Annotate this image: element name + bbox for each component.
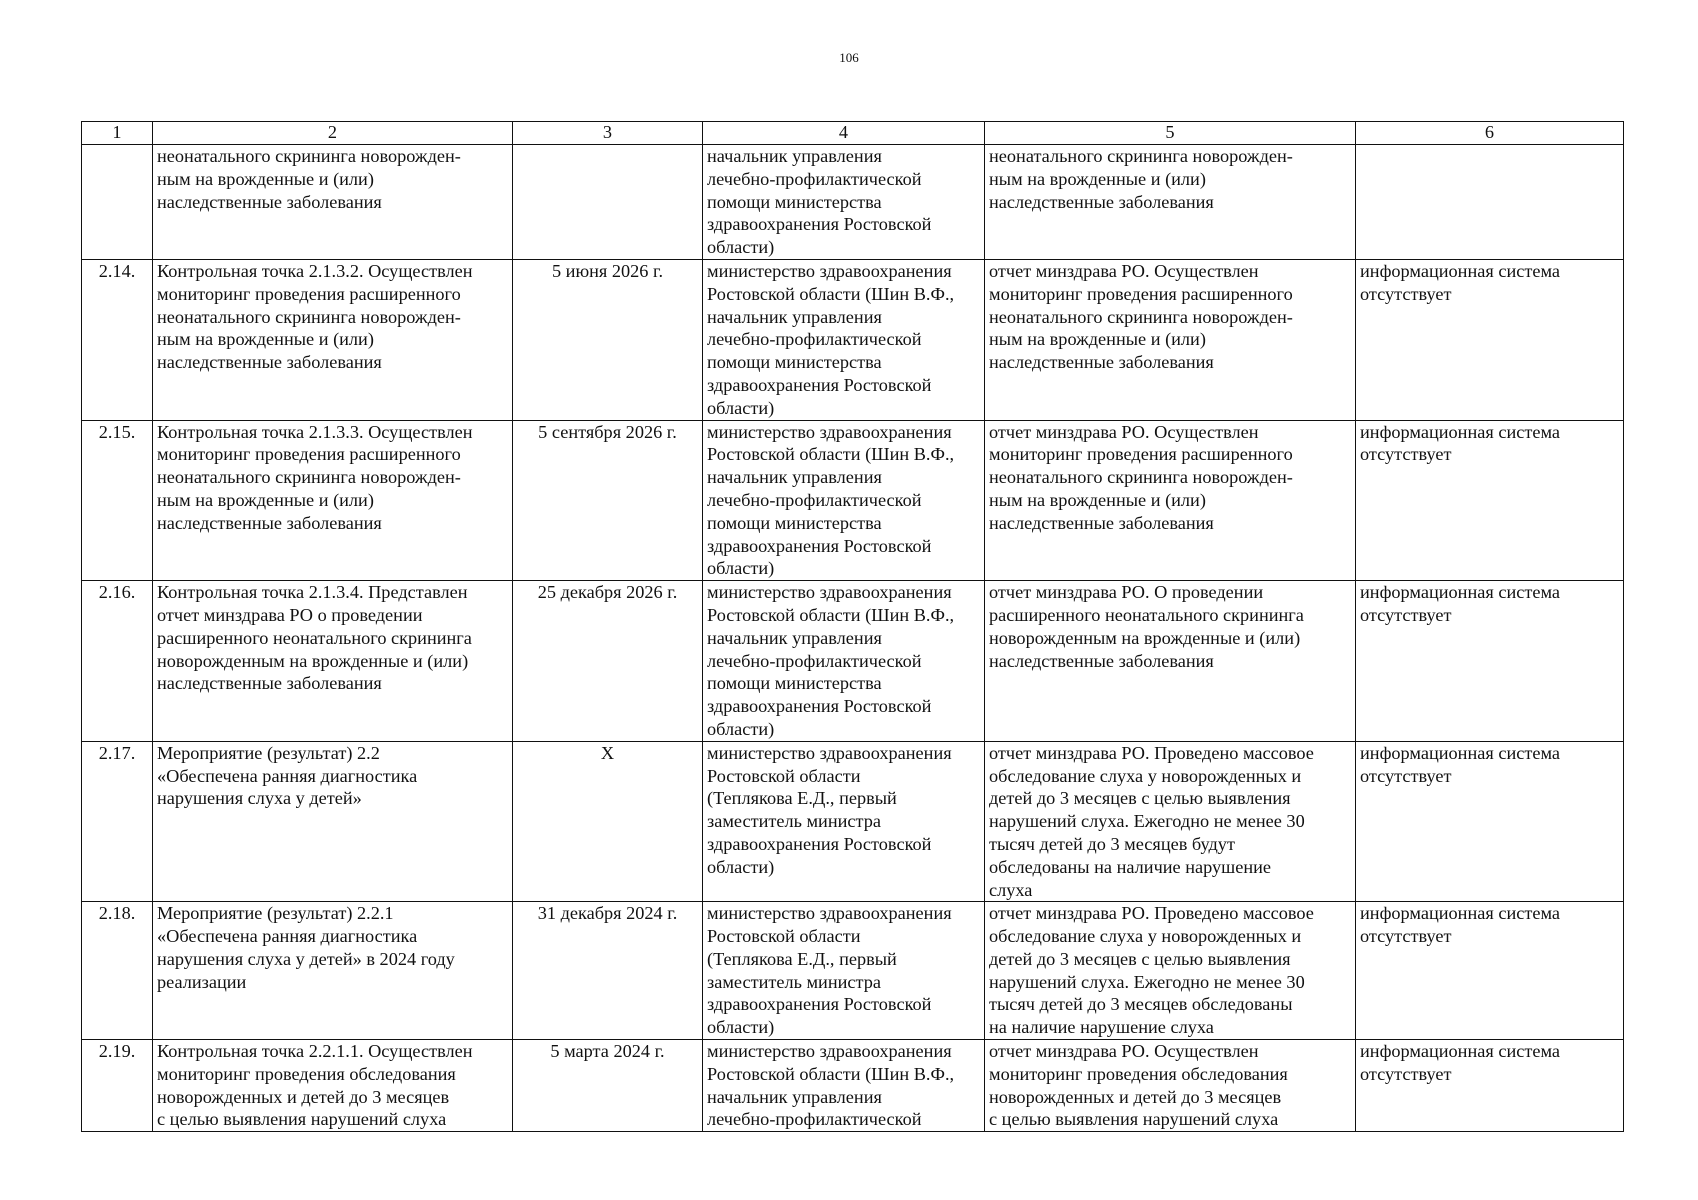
cell-text-line: Контрольная точка 2.1.3.2. Осуществлен: [157, 260, 473, 281]
cell-text-line: новорожденным на врожденные и (или): [989, 627, 1301, 648]
table-row: [82, 420, 1624, 581]
cell-text-line: лечебно-профилактической: [707, 650, 922, 671]
cell-text-line: здравоохранения Ростовской: [707, 374, 932, 395]
control-document-cell: [985, 259, 1356, 420]
cell-text-line: мониторинг проведения расширенного: [989, 283, 1293, 304]
cell-text-line: лечебно-профилактической: [707, 1109, 922, 1130]
cell-text-line: Ростовской области (Шин В.Ф.,: [707, 283, 955, 304]
cell-text-line: нарушения слуха у детей»: [157, 788, 362, 809]
row-number-cell: [82, 581, 153, 742]
control-document-cell: [985, 741, 1356, 902]
cell-text-line: отчет минздрава РО. О проведении: [989, 582, 1264, 603]
cell-text-line: информационная система: [1360, 903, 1561, 924]
cell-text: 2.17.: [98, 742, 136, 763]
cell-text-line: информационная система: [1360, 582, 1561, 603]
cell-text-line: информационная система: [1360, 1041, 1561, 1062]
cell-text-line: помощи министерства: [707, 512, 882, 533]
header-col-3: 3: [513, 122, 703, 145]
cell-text: 2.14.: [98, 260, 136, 281]
cell-text-line: «Обеспечена ранняя диагностика: [157, 926, 418, 947]
deadline-cell: [513, 1040, 703, 1132]
cell-text-line: министерство здравоохранения: [707, 742, 952, 763]
info-system-cell: [1356, 259, 1624, 420]
control-document-cell: [985, 902, 1356, 1040]
row-number-cell: [82, 145, 153, 260]
cell-text-line: лечебно-профилактической: [707, 489, 922, 510]
cell-text-line: заместитель министра: [707, 971, 881, 992]
cell-text-line: новорожденных и детей до 3 месяцев: [157, 1086, 450, 1107]
cell-text-line: с целью выявления нарушений слуха: [157, 1109, 447, 1130]
responsible-cell: [703, 259, 985, 420]
info-system-cell: [1356, 741, 1624, 902]
cell-text-line: детей до 3 месяцев с целью выявления: [989, 788, 1291, 809]
cell-text-line: отсутствует: [1360, 1063, 1452, 1084]
cell-text-line: ным на врожденные и (или): [157, 168, 374, 189]
cell-text-line: тысяч детей до 3 месяцев будут: [989, 833, 1235, 854]
row-number-cell: [82, 1040, 153, 1132]
cell-text-line: информационная система: [1360, 742, 1561, 763]
cell-text-line: министерство здравоохранения: [707, 1041, 952, 1062]
cell-text-line: расширенного неонатального скрининга: [157, 627, 472, 648]
cell-text-line: Контрольная точка 2.1.3.3. Осуществлен: [157, 421, 473, 442]
responsible-cell: [703, 420, 985, 581]
cell-text-line: обследование слуха у новорожденных и: [989, 926, 1302, 947]
cell-text-line: области): [707, 856, 775, 877]
header-col-4: 4: [703, 122, 985, 145]
cell-text-line: области): [707, 1017, 775, 1038]
cell-text-line: отсутствует: [1360, 926, 1452, 947]
cell-text-line: наследственные заболевания: [989, 191, 1214, 212]
cell-text-line: тысяч детей до 3 месяцев обследованы: [989, 994, 1293, 1015]
cell-text: 31 декабря 2024 г.: [537, 903, 678, 924]
cell-text: 2.19.: [98, 1041, 136, 1062]
cell-text-line: начальник управления: [707, 467, 882, 488]
cell-text-line: информационная система: [1360, 260, 1561, 281]
cell-text-line: отсутствует: [1360, 283, 1452, 304]
deadline-cell: [513, 259, 703, 420]
responsible-cell: [703, 902, 985, 1040]
cell-text-line: неонатального скрининга новорожден-: [157, 146, 461, 166]
cell-text-line: Ростовской области (Шин В.Ф.,: [707, 1063, 955, 1084]
event-cell: [153, 145, 513, 260]
cell-text: 5 марта 2024 г.: [550, 1041, 665, 1062]
cell-text-line: информационная система: [1360, 421, 1561, 442]
deadline-cell: [513, 741, 703, 902]
cell-text-line: наследственные заболевания: [989, 650, 1214, 671]
cell-text-line: здравоохранения Ростовской: [707, 696, 932, 717]
row-number-cell: [82, 259, 153, 420]
cell-text: 5 сентября 2026 г.: [538, 421, 677, 442]
control-document-cell: [985, 145, 1356, 260]
info-system-cell: [1356, 902, 1624, 1040]
cell-text-line: неонатального скрининга новорожден-: [157, 467, 461, 488]
table-row: [82, 145, 1624, 260]
cell-text-line: ным на врожденные и (или): [989, 489, 1206, 510]
table-row: [82, 581, 1624, 742]
cell-text-line: отчет минздрава РО. Осуществлен: [989, 260, 1259, 281]
header-col-1: 1: [82, 122, 153, 145]
cell-text-line: наследственные заболевания: [157, 352, 382, 373]
cell-text-line: нарушений слуха. Ежегодно не менее 30: [989, 971, 1305, 992]
cell-text-line: расширенного неонатального скрининга: [989, 604, 1304, 625]
cell-text-line: начальник управления: [707, 1086, 882, 1107]
cell-text-line: детей до 3 месяцев с целью выявления: [989, 948, 1291, 969]
page-number: 106: [839, 50, 859, 65]
control-document-cell: [985, 1040, 1356, 1132]
cell-text-line: отчет минздрава РО. Осуществлен: [989, 1041, 1259, 1062]
responsible-cell: [703, 741, 985, 902]
cell-text-line: Ростовской области (Шин В.Ф.,: [707, 444, 955, 465]
cell-text-line: мониторинг проведения расширенного: [989, 444, 1293, 465]
cell-text-line: неонатального скрининга новорожден-: [989, 306, 1293, 327]
document-table-container: [81, 121, 1623, 1132]
cell-text-line: слуха: [989, 879, 1033, 900]
cell-text-line: новорожденных и детей до 3 месяцев: [989, 1086, 1282, 1107]
cell-text-line: министерство здравоохранения: [707, 903, 952, 924]
cell-text-line: мониторинг проведения обследования: [989, 1063, 1288, 1084]
cell-text-line: новорожденным на врожденные и (или): [157, 650, 469, 671]
cell-text-line: области): [707, 558, 775, 579]
cell-text-line: неонатального скрининга новорожден-: [157, 306, 461, 327]
row-number-cell: [82, 420, 153, 581]
cell-text-line: мониторинг проведения расширенного: [157, 444, 461, 465]
responsible-cell: [703, 581, 985, 742]
cell-text-line: неонатального скрининга новорожден-: [989, 146, 1293, 166]
event-cell: [153, 1040, 513, 1132]
table-row: [82, 741, 1624, 902]
cell-text-line: помощи министерства: [707, 191, 882, 212]
cell-text-line: министерство здравоохранения: [707, 260, 952, 281]
cell-text: 2.18.: [98, 903, 136, 924]
cell-text-line: нарушений слуха. Ежегодно не менее 30: [989, 811, 1305, 832]
cell-text: 2.16.: [98, 582, 136, 603]
cell-text-line: на наличие нарушение слуха: [989, 1017, 1214, 1038]
cell-text-line: Ростовской области: [707, 765, 861, 786]
cell-text-line: министерство здравоохранения: [707, 582, 952, 603]
cell-text-line: области): [707, 237, 775, 258]
cell-text-line: мониторинг проведения расширенного: [157, 283, 461, 304]
info-system-cell: [1356, 581, 1624, 742]
cell-text-line: «Обеспечена ранняя диагностика: [157, 765, 418, 786]
cell-text-line: отчет минздрава РО. Проведено массовое: [989, 742, 1314, 763]
event-cell: [153, 259, 513, 420]
info-system-cell: [1356, 145, 1624, 260]
info-system-cell: [1356, 420, 1624, 581]
table-row: [82, 259, 1624, 420]
table-row: [82, 1040, 1624, 1132]
cell-text-line: Мероприятие (результат) 2.2.1: [157, 903, 394, 924]
deadline-cell: [513, 581, 703, 742]
table-body: [82, 145, 1624, 1132]
cell-text-line: отчет минздрава РО о проведении: [157, 604, 423, 625]
cell-text-line: Мероприятие (результат) 2.2: [157, 742, 380, 763]
control-document-cell: [985, 581, 1356, 742]
cell-text-line: реализации: [157, 971, 247, 992]
responsible-cell: [703, 1040, 985, 1132]
cell-text-line: здравоохранения Ростовской: [707, 994, 932, 1015]
cell-text-line: мониторинг проведения обследования: [157, 1063, 456, 1084]
cell-text-line: отсутствует: [1360, 604, 1452, 625]
cell-text-line: Контрольная точка 2.2.1.1. Осуществлен: [157, 1041, 473, 1062]
cell-text-line: Ростовской области (Шин В.Ф.,: [707, 604, 955, 625]
cell-text-line: министерство здравоохранения: [707, 421, 952, 442]
cell-text-line: наследственные заболевания: [157, 191, 382, 212]
cell-text-line: здравоохранения Ростовской: [707, 833, 932, 854]
cell-text-line: начальник управления: [707, 627, 882, 648]
cell-text-line: начальник управления: [707, 146, 882, 166]
cell-text-line: области): [707, 718, 775, 739]
cell-text-line: заместитель министра: [707, 811, 881, 832]
cell-text-line: лечебно-профилактической: [707, 168, 922, 189]
cell-text-line: области): [707, 397, 775, 418]
cell-text-line: с целью выявления нарушений слуха: [989, 1109, 1279, 1130]
cell-text-line: начальник управления: [707, 306, 882, 327]
cell-text-line: (Теплякова Е.Д., первый: [707, 788, 897, 809]
cell-text-line: ным на врожденные и (или): [989, 329, 1206, 350]
event-cell: [153, 902, 513, 1040]
header-col-5: 5: [985, 122, 1356, 145]
cell-text: Х: [600, 742, 615, 763]
cell-text-line: нарушения слуха у детей» в 2024 году: [157, 948, 455, 969]
cell-text-line: Ростовской области: [707, 926, 861, 947]
activities-table: [81, 121, 1624, 1132]
cell-text-line: обследованы на наличие нарушение: [989, 856, 1272, 877]
header-row: [82, 122, 1624, 145]
responsible-cell: [703, 145, 985, 260]
deadline-cell: [513, 420, 703, 581]
header-col-6: 6: [1356, 122, 1624, 145]
header-col-2: 2: [153, 122, 513, 145]
info-system-cell: [1356, 1040, 1624, 1132]
row-number-cell: [82, 902, 153, 1040]
cell-text: 25 декабря 2026 г.: [537, 582, 678, 603]
deadline-cell: [513, 145, 703, 260]
event-cell: [153, 741, 513, 902]
cell-text-line: отчет минздрава РО. Осуществлен: [989, 421, 1259, 442]
row-number-cell: [82, 741, 153, 902]
cell-text-line: отсутствует: [1360, 765, 1452, 786]
cell-text-line: Контрольная точка 2.1.3.4. Представлен: [157, 582, 468, 603]
cell-text-line: наследственные заболевания: [989, 512, 1214, 533]
cell-text-line: (Теплякова Е.Д., первый: [707, 948, 897, 969]
cell-text: 5 июня 2026 г.: [551, 260, 664, 281]
cell-text-line: здравоохранения Ростовской: [707, 535, 932, 556]
cell-text-line: отсутствует: [1360, 444, 1452, 465]
table-row: [82, 902, 1624, 1040]
cell-text-line: ным на врожденные и (или): [157, 329, 374, 350]
cell-text-line: здравоохранения Ростовской: [707, 214, 932, 235]
event-cell: [153, 581, 513, 742]
cell-text-line: обследование слуха у новорожденных и: [989, 765, 1302, 786]
cell-text-line: ным на врожденные и (или): [989, 168, 1206, 189]
event-cell: [153, 420, 513, 581]
cell-text-line: наследственные заболевания: [989, 352, 1214, 373]
cell-text-line: отчет минздрава РО. Проведено массовое: [989, 903, 1314, 924]
cell-text-line: помощи министерства: [707, 352, 882, 373]
cell-text: 2.15.: [98, 421, 136, 442]
cell-text-line: наследственные заболевания: [157, 512, 382, 533]
control-document-cell: [985, 420, 1356, 581]
cell-text-line: наследственные заболевания: [157, 673, 382, 694]
cell-text-line: неонатального скрининга новорожден-: [989, 467, 1293, 488]
cell-text-line: лечебно-профилактической: [707, 329, 922, 350]
deadline-cell: [513, 902, 703, 1040]
cell-text-line: ным на врожденные и (или): [157, 489, 374, 510]
cell-text-line: помощи министерства: [707, 673, 882, 694]
